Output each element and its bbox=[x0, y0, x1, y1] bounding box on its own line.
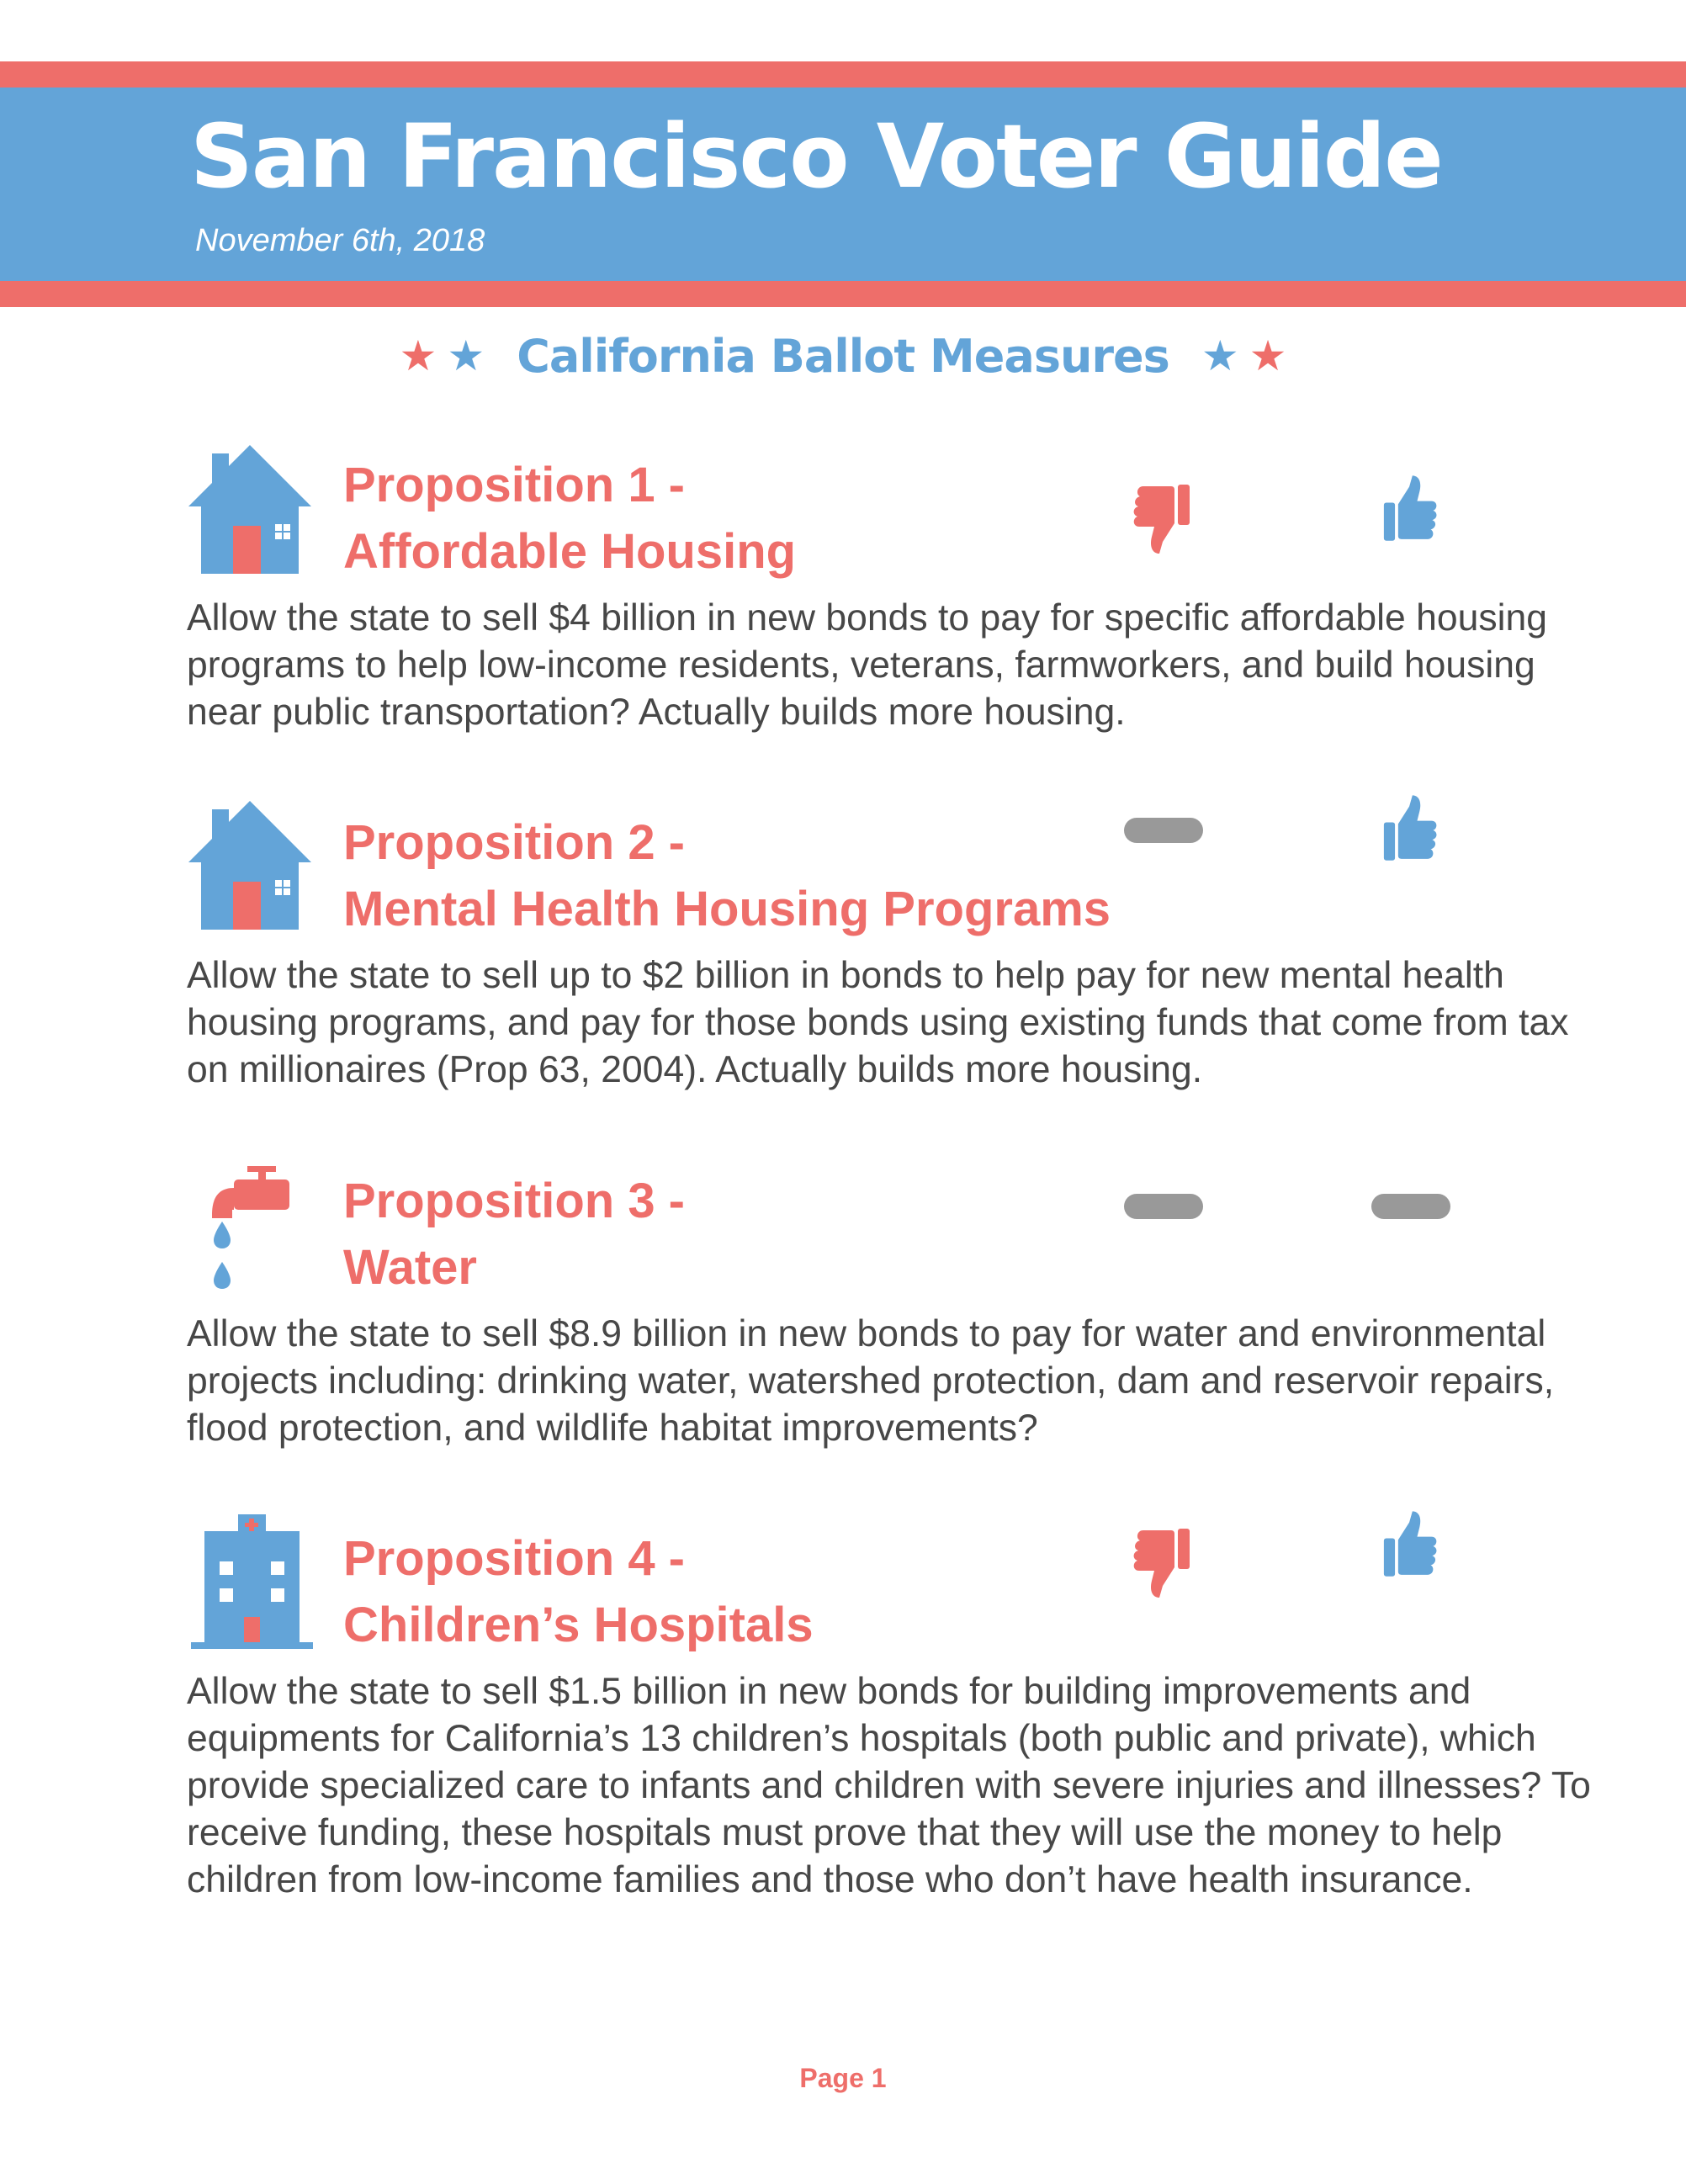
faucet-icon bbox=[212, 1166, 296, 1305]
hospital-icon bbox=[191, 1513, 313, 1653]
proposition-number: Proposition 1 - bbox=[343, 458, 685, 512]
section-title: California Ballot Measures bbox=[517, 329, 1169, 383]
thumbs-up-icon bbox=[1382, 1508, 1438, 1585]
section-heading bbox=[0, 326, 1686, 385]
star-icon: ★ bbox=[1249, 331, 1287, 380]
proposition-number: Proposition 4 - bbox=[343, 1531, 685, 1586]
proposition-name: Children’s Hospitals bbox=[343, 1598, 814, 1652]
proposition-title bbox=[343, 452, 796, 585]
proposition-name: Water bbox=[343, 1240, 477, 1295]
house-icon bbox=[187, 443, 313, 586]
proposition-number: Proposition 3 - bbox=[343, 1174, 685, 1228]
proposition-title bbox=[343, 1168, 685, 1301]
page-title: San Francisco Voter Guide bbox=[190, 105, 1442, 208]
proposition-name: Affordable Housing bbox=[343, 524, 797, 579]
star-icon: ★ bbox=[447, 331, 485, 380]
proposition-description: Allow the state to sell up to $2 billion in bonds to help pay for new mental health housing programs, and pay for those bonds using existing funds that come from tax on millionaires (Prop 63, 2004). Actually builds more housing. bbox=[187, 955, 1569, 1090]
election-date: November 6th, 2018 bbox=[195, 223, 485, 258]
proposition-description: Allow the state to sell $1.5 billion in new bonds for building improvements and equipments for California’s 13 children’s hospitals (both public and private), which provide specialized care to infants and children with severe injuries and illnesses? To receive funding, these hospitals must prove that they will use the money to help children from low-income families and those who don’t have health insurance. bbox=[187, 1671, 1591, 1900]
thumbs-up-icon bbox=[1382, 792, 1438, 869]
proposition-description: Allow the state to sell $4 billion in new bonds to pay for specific affordable housing programs to help low-income residents, veterans, farmworkers, and build housing near public transportation? Actually builds more housing. bbox=[187, 597, 1547, 733]
star-icon: ★ bbox=[1201, 331, 1239, 380]
header-stripe-bottom bbox=[0, 281, 1686, 307]
proposition-title bbox=[343, 1525, 814, 1658]
neutral-dash-icon bbox=[1124, 1194, 1203, 1219]
star-icon: ★ bbox=[399, 331, 437, 380]
proposition-number: Proposition 2 - bbox=[343, 815, 685, 870]
header-stripe-top bbox=[0, 61, 1686, 87]
neutral-dash-icon bbox=[1124, 818, 1203, 843]
thumbs-down-icon bbox=[1132, 1525, 1191, 1604]
neutral-dash-icon bbox=[1371, 1194, 1450, 1219]
page-number: Page 1 bbox=[799, 2063, 887, 2093]
house-icon bbox=[187, 799, 313, 942]
proposition-name: Mental Health Housing Programs bbox=[343, 882, 1111, 936]
proposition-description: Allow the state to sell $8.9 billion in new bonds to pay for water and environmental projects including: drinking water, watershed protection, dam and reservoir repairs, flood protection, and wildlife habitat improvements? bbox=[187, 1313, 1555, 1449]
thumbs-up-icon bbox=[1382, 473, 1438, 549]
proposition-title bbox=[343, 809, 1111, 942]
thumbs-down-icon bbox=[1132, 481, 1191, 559]
